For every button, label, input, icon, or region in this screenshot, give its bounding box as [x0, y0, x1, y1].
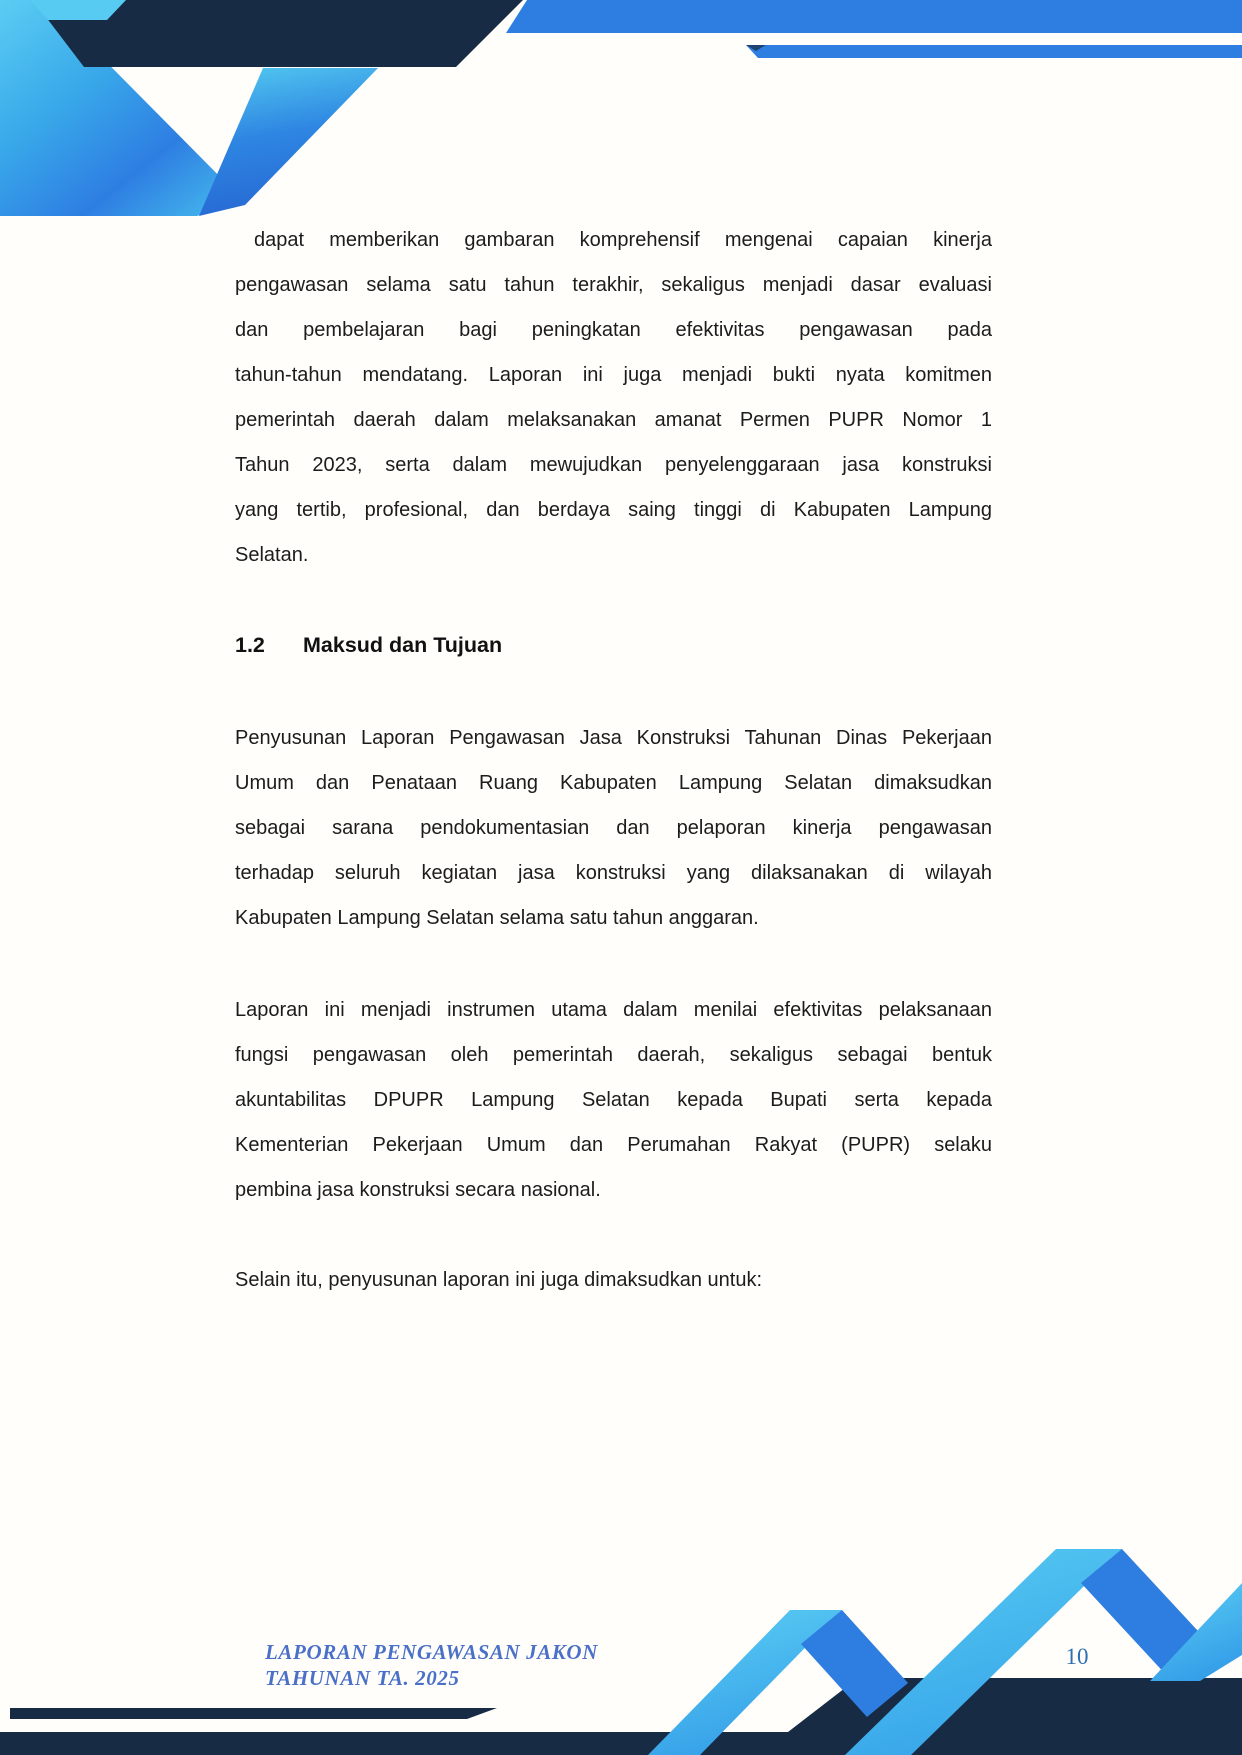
text-line: fungsi pengawasan oleh pemerintah daerah, sekaligus sebagai bentuk — [235, 1044, 992, 1066]
text-line: Tahun 2023, serta dalam mewujudkan penyelenggaraan jasa konstruksi — [235, 454, 992, 476]
paragraph-maksud-1 — [235, 716, 992, 941]
text-line: yang tertib, profesional, dan berdaya saing tinggi di Kabupaten Lampung — [235, 499, 992, 521]
text-line: Kementerian Pekerjaan Umum dan Perumahan Rakyat (PUPR) selaku — [235, 1134, 992, 1156]
text-line: Selain itu, penyusunan laporan ini juga dimaksudkan untuk: — [235, 1269, 763, 1291]
text-line: pengawasan selama satu tahun terakhir, sekaligus menjadi dasar evaluasi — [235, 274, 992, 296]
header-blue-bar — [506, 0, 1242, 33]
footer-bottom-bar — [0, 1732, 1242, 1755]
footer-title-line2: TAHUNAN TA. 2025 — [265, 1666, 460, 1690]
paragraph-maksud-2 — [235, 988, 992, 1213]
text-line: Penyusunan Laporan Pengawasan Jasa Konstruksi Tahunan Dinas Pekerjaan — [235, 727, 992, 749]
header-decoration — [0, 0, 1242, 230]
page-number: 10 — [1065, 1644, 1089, 1669]
text-line: Selatan. — [235, 544, 309, 566]
footer-thin-rule — [10, 1708, 497, 1719]
section-heading — [235, 630, 992, 660]
text-line: pembina jasa konstruksi secara nasional. — [235, 1179, 601, 1201]
footer-title-line1: LAPORAN PENGAWASAN JAKON — [265, 1640, 598, 1664]
text-line: dan pembelajaran bagi peningkatan efektivitas pengawasan pada — [235, 319, 992, 341]
footer-decoration — [0, 1495, 1242, 1755]
section-number: 1.2 — [235, 633, 265, 657]
header-thin-bar — [746, 45, 1242, 58]
text-line: tahun-tahun mendatang. Laporan ini juga menjadi bukti nyata komitmen — [235, 364, 992, 386]
paragraph-selain-itu — [235, 1258, 992, 1303]
ribbon-left-upstroke — [199, 68, 378, 216]
intro-paragraph — [235, 218, 992, 578]
text-line: Umum dan Penataan Ruang Kabupaten Lampung Selatan dimaksudkan — [235, 772, 992, 794]
text-line: Laporan ini menjadi instrumen utama dalam menilai efektivitas pelaksanaan — [235, 999, 992, 1021]
text-line: pemerintah daerah dalam melaksanakan amanat Permen PUPR Nomor 1 — [235, 409, 992, 431]
text-line: dapat memberikan gambaran komprehensif mengenai capaian kinerja — [254, 229, 992, 251]
text-line: sebagai sarana pendokumentasian dan pelaporan kinerja pengawasan — [235, 817, 992, 839]
text-line: terhadap seluruh kegiatan jasa konstruksi yang dilaksanakan di wilayah — [235, 862, 992, 884]
text-line: Kabupaten Lampung Selatan selama satu tahun anggaran. — [235, 907, 759, 929]
section-title: Maksud dan Tujuan — [303, 633, 503, 657]
text-line: akuntabilitas DPUPR Lampung Selatan kepada Bupati serta kepada — [235, 1089, 992, 1111]
